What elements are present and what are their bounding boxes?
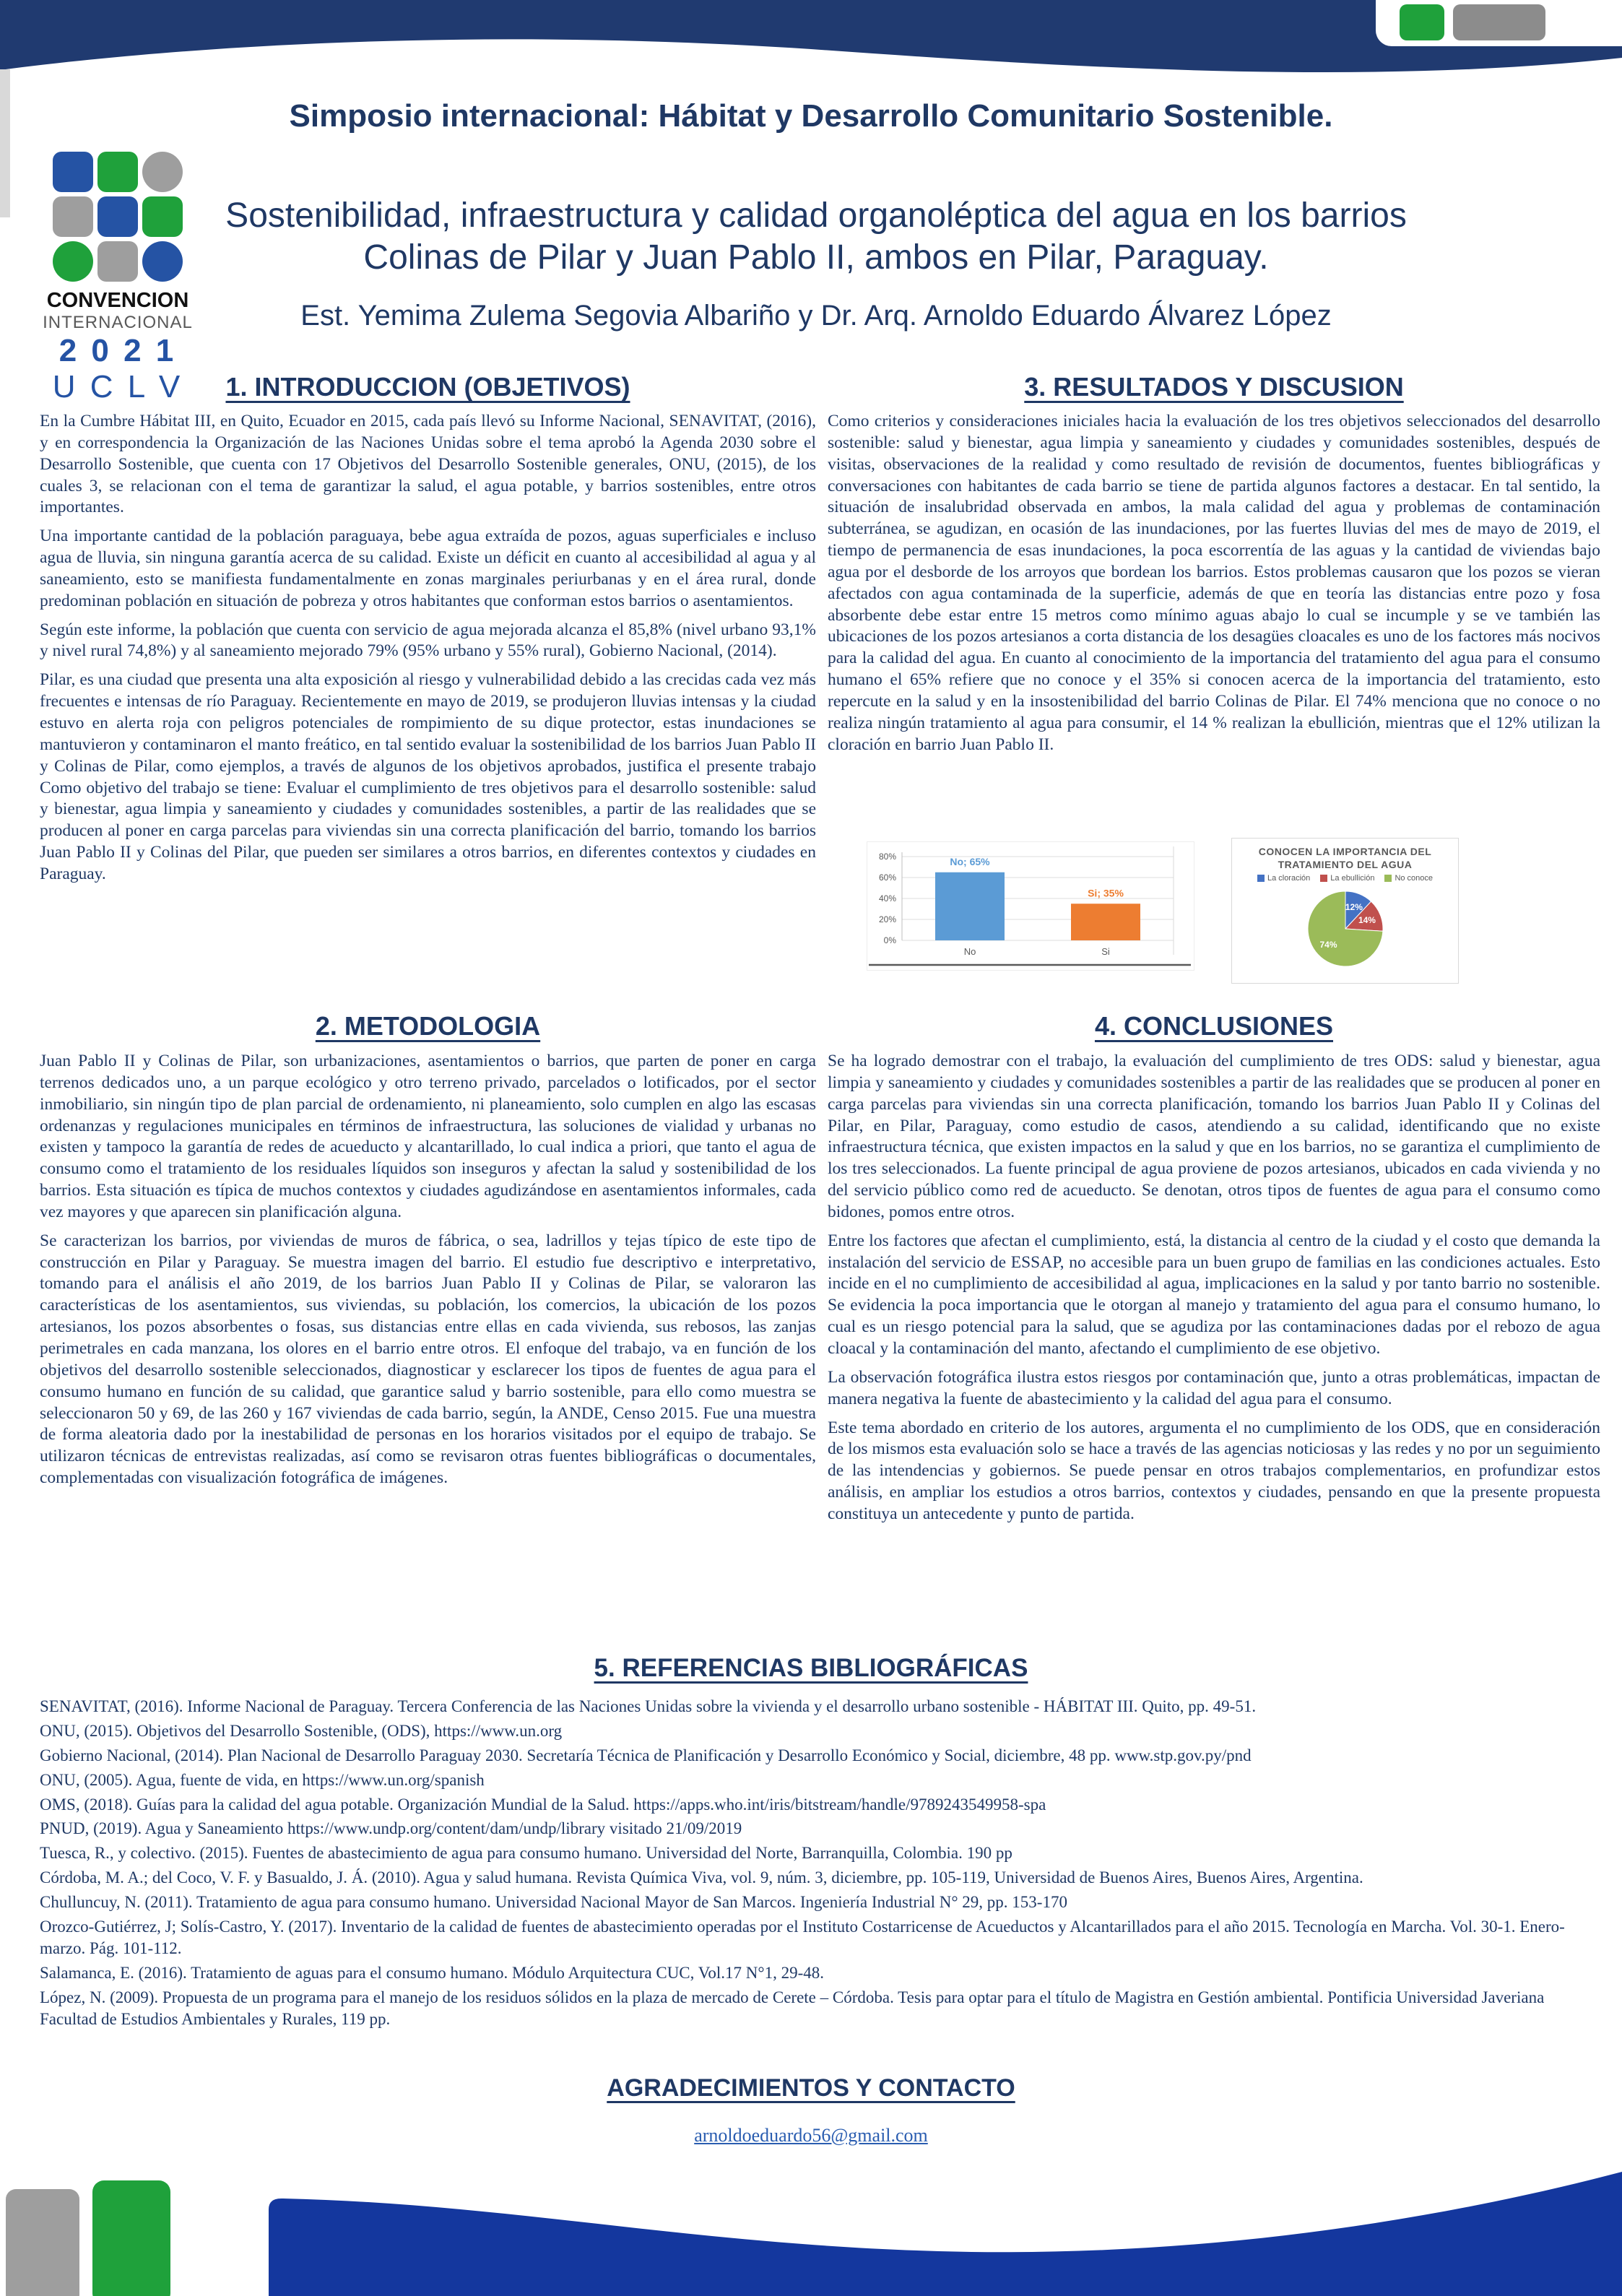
- x-tick-label: No: [963, 946, 976, 957]
- reference-item: Chulluncuy, N. (2011). Tratamiento de agua para consumo humano. Universidad Nacional Mayor de San Marcos. Ingeniería Industrial N° 29, pp. 153-170: [40, 1893, 1067, 1912]
- logo-grid-icon: [40, 152, 195, 282]
- footer-blue-wave: [269, 2172, 1622, 2296]
- pie-chart-legend: [1232, 874, 1458, 883]
- footer-wave: [0, 2166, 1622, 2296]
- pie-slice-label: 74%: [1319, 940, 1337, 950]
- section-heading-agradecimientos: AGRADECIMIENTOS Y CONTACTO: [607, 2074, 1015, 2102]
- pie-slice-label: 12%: [1345, 902, 1363, 913]
- legend-swatch-icon: [1384, 875, 1392, 882]
- legend-label: La ebullición: [1330, 874, 1375, 883]
- logo-circle: [142, 241, 183, 282]
- references-list: [40, 1696, 1587, 2032]
- reference-item: ONU, (2015). Objetivos del Desarrollo Sostenible, (ODS), https://www.un.org: [40, 1721, 563, 1740]
- bar-data-label: Si; 35%: [1088, 887, 1124, 899]
- pie-chart: [1231, 838, 1459, 984]
- y-tick-label: 80%: [878, 852, 896, 862]
- reference-item: Tuesca, R., y colectivo. (2015). Fuentes de abastecimiento de agua para consumo humano. Universidad del Norte, Barranquilla, Colombia. 190 pp: [40, 1844, 1012, 1863]
- y-tick-label: 0%: [883, 935, 896, 945]
- y-tick-label: 20%: [878, 914, 896, 924]
- contact-email-row: [0, 2125, 1622, 2146]
- logo-text-internacional: INTERNACIONAL: [43, 313, 193, 332]
- section-heading-referencias: 5. REFERENCIAS BIBLIOGRÁFICAS: [594, 1654, 1028, 1682]
- pie-chart-title: CONOCEN LA IMPORTANCIA DEL TRATAMIENTO DEL AGUA: [1258, 846, 1432, 870]
- paragraph: Una importante cantidad de la población paraguaya, bebe agua extraída de pozos, aguas superficiales e incluso agua de lluvia, sin ninguna garantía acerca de su calidad. Existe un déficit en cuanto al accesibilidad al agua y al saneamiento, esto se manifiesta fundamentalmente en zonas marginales periurbanas y en el área rural, donde predominan población en situación de pobreza y otros habitantes que conforman estos barrios o asentamientos.: [40, 527, 816, 610]
- section-heading-metodologia: 2. METODOLOGIA: [315, 1011, 541, 1041]
- reference-item: ONU, (2005). Agua, fuente de vida, en https://www.un.org/spanish: [40, 1770, 485, 1789]
- footer-gray-block: [6, 2189, 79, 2296]
- logo-circle: [53, 241, 93, 282]
- column-right: [828, 372, 1600, 1672]
- logo-square: [142, 196, 183, 237]
- logo-text-uclv: U C L V: [52, 369, 183, 404]
- legend-item: [1320, 874, 1374, 883]
- paragraph: Según este informe, la población que cuenta con servicio de agua mejorada alcanza el 85,8% (nivel urbano 93,1% y nivel rural 74,8%) y al saneamiento mejorado 79% (95% urbano y 55% rural), Gobierno Nacional, (2014).: [40, 620, 816, 661]
- y-tick-label: 40%: [878, 893, 896, 904]
- reference-item: SENAVITAT, (2016). Informe Nacional de Paraguay. Tercera Conferencia de las Naciones Unidas sobre la vivienda y el desarrollo urbano sostenible - HÁBITAT III. Quito, pp. 49-51.: [40, 1697, 1257, 1715]
- header-corner-notch: [1376, 0, 1622, 46]
- logo-square: [97, 152, 138, 192]
- section-heading-resultados: 3. RESULTADOS Y DISCUSION: [1024, 372, 1404, 402]
- legend-label: La cloración: [1267, 874, 1311, 883]
- bar-No: [935, 872, 1005, 940]
- contact-email-link[interactable]: arnoldoeduardo56@gmail.com: [694, 2125, 928, 2146]
- legend-item: [1384, 874, 1433, 883]
- conclusiones-paragraphs: [828, 1051, 1600, 1533]
- paragraph: Entre los factores que afectan el cumplimiento, está, la distancia al centro de la ciudad y el costo que demanda la instalación del servicio de ESSAP, no accesible para un buen grupo de familias en las condiciones actuales. Esto incide en el no cumplimiento de accesibilidad al agua, implicaciones en la salud y por tanto barrio no sostenible. Se evidencia la poca importancia que le otorgan al manejo y tratamiento del agua para el consumo humano, lo cual es un riesgo potencial para la salud, que se agudiza por las contaminaciones dadas por el rebozo de agua cloacal y la contaminación del manto, afectando el cumplimiento de ese objetivo.: [828, 1231, 1600, 1358]
- reference-item: Salamanca, E. (2016). Tratamiento de aguas para el consumo humano. Módulo Arquitectura CUC, Vol.17 N°1, 29-48.: [40, 1963, 824, 1982]
- bar-data-label: No; 65%: [950, 855, 990, 867]
- corner-gray-square: [1453, 4, 1545, 40]
- paragraph: Como criterios y consideraciones iniciales hacia la evaluación de los tres objetivos seleccionados del desarrollo sostenible: salud y bienestar, agua limpia y saneamiento y ciudades y comunidades sostenibles, después de visitas, observaciones de la realidad y como resultado de revisión de documentos, fuentes bibliográficas y conversaciones con habitantes de cada barrio se tiene de partida algunos factores a destacar. En tal sentido, la situación de insalubridad observada en ambos, la mala calidad del agua y problemas de contaminación subterránea, se agudizan, en ocasión de las inundaciones, por las fuertes lluvias del mes de mayo de 2019, el tiempo de permanencia de esas inundaciones, la poca escorrentía de las aguas y la cantidad de viviendas bajo agua por el desborde de los arroyos que bordean los barrios. Estos problemas causaron que los pozos se vieran afectados con agua contaminada de la superficie, además de que en teoría las distancias entre pozo y fosa absorbente debe estar entre 15 metros como mínimo aguas abajo lo cual se incumple y se ve también las ubicaciones de los pozos artesianos a corta distancia de los desagües cloacales es uno de los factores más nocivos para la calidad del agua. En cuanto al conocimiento de la importancia del tratamiento del agua para el consumo humano el 65% refiere que no conoce y el 35% si conocen acerca de la importancia del tratamiento, esto repercute en la salud y en la insostenibilidad del barrio Colinas de Pilar. El 74% menciona que no conoce o no realiza ningún tratamiento al agua para consumir, el 14 % realizan la ebullición, mientras que el 12% utilizan la cloración en barrio Juan Pablo II.: [828, 412, 1600, 754]
- paragraph: En la Cumbre Hábitat III, en Quito, Ecuador en 2015, cada país llevó su Informe Nacional, SENAVITAT, (2016), y en correspondencia la Organización de las Naciones Unidas sobre el tema aprobó la Agenda 2030 sobre el Desarrollo Sostenible, que cuenta con 17 Objetivos del Desarrollo Sostenible generales, ONU, (2015), de los cuales 3, se relacionan con el tema de garantizar la salud, el agua potable, y barrios sostenibles, entre otros importantes.: [40, 412, 816, 517]
- reference-item: Orozco-Gutiérrez, J; Solís-Castro, Y. (2017). Inventario de la calidad de fuentes de abastecimiento operadas por el Instituto Costarricense de Acueductos y Alcantarillados para el año 2015. Tecnología en Marcha. Vol. 30-1. Enero-marzo. Pág. 101-112.: [40, 1918, 1565, 1957]
- reference-item: OMS, (2018). Guías para la calidad del agua potable. Organización Mundial de la Salud. https://apps.who.int/iris/bitstream/handle/9789243549958-spa: [40, 1795, 1046, 1814]
- logo-square: [97, 196, 138, 237]
- legend-swatch-icon: [1320, 875, 1327, 882]
- corner-green-square: [1400, 4, 1444, 40]
- left-edge-strip: [0, 69, 10, 217]
- legend-item: [1257, 874, 1310, 883]
- pie-chart-svg: [1289, 883, 1402, 978]
- paragraph: Se caracterizan los barrios, por viviendas de muros de fábrica, o sea, ladrillos y tejas típico de este tipo de construcción en Pilar y Paraguay. Se muestra imagen del barrio. El estudio fue descriptivo e interpretativo, tomando para el análisis el año 2019, de los barrios Juan Pablo II y Colinas de Pilar, se valoraron las características de los asentamientos, sus viviendas, su población, los comercios, la ubicación de los pozos artesianos, los pozos absorbentes o fosas, sus distancias entre ellas en cada vivienda, sus rebosos, las zanjas perimetrales en cada manzana, los olores en el barrio entre otros. El enfoque del trabajo, va en función de los objetivos del desarrollo sostenible seleccionados, diagnosticar y esclarecer los tipos de fuentes de agua para el consumo humano en función de su calidad, que garantice salud y barrio sostenible, para ello como muestra se seleccionaron 50 y 69, de las 260 y 167 viviendas de cada barrio, según, la ANDE, Censo 2015. Fue una muestra de forma aleatoria dado por la inestabilidad de personas en los horarios visitados por el equipo de trabajo. Se utilizaron técnicas de entrevistas realizadas, así como se revisaron otras fuentes bibliográficas o documentales, complementadas con visualización fotográfica de imágenes.: [40, 1231, 816, 1488]
- logo-square: [97, 241, 138, 282]
- authors-line: Est. Yemima Zulema Segovia Albariño y Dr. Arq. Arnoldo Eduardo Álvarez López: [300, 300, 1332, 332]
- logo-text-convencion: CONVENCION: [46, 289, 189, 312]
- y-tick-label: 60%: [878, 872, 896, 883]
- paragraph: Juan Pablo II y Colinas de Pilar, son urbanizaciones, asentamientos o barrios, que parten de poner en carga terrenos dedicados uno, a un parque ecológico y otro terreno privado, parcelados o lotificados, por el sector inmobiliario, sin ningún tipo de plan parcial de ordenamiento, ni planeamiento, solo cumplen en algo las escasas ordenanzas y regulaciones municipales en términos de infraestructura, las soluciones de vialidad y urbanas no existen y tampoco la garantía de redes de acueducto y alcantarillado, lo cual indica a priori, que tanto el agua de consumo como el tratamiento de los residuales líquidos son inseguros y afectan la salud y sostenibilidad de los barrios. Esta situación es típica de muchos contextos y ciudades agudizándose en asentamientos informales, cada vez mayores y que aparecen sin planificación alguna.: [40, 1052, 816, 1221]
- bar-chart: [867, 841, 1194, 971]
- reference-item: PNUD, (2019). Agua y Saneamiento https://www.undp.org/content/dam/undp/library visitado 21/09/2019: [40, 1819, 742, 1838]
- bar-Si: [1071, 904, 1140, 940]
- poster-title: Sostenibilidad, infraestructura y calidad organoléptica del agua en los barrios Colinas de Pilar y Juan Pablo II, ambos en Pilar, Paraguay.: [225, 196, 1407, 277]
- paragraph: Se ha logrado demostrar con el trabajo, la evaluación del cumplimiento de tres ODS: salud y bienestar, agua limpia y saneamiento y ciudades y comunidades sostenibles a partir de las realidades que se producen al poner en carga parcelas para viviendas sin una correcta planificación, tomando los barrios Juan Pablo II y Colinas del Pilar, en Pilar, Paraguay, como estudio de casos, atendiendo a su calidad, identificando que no existe infraestructura técnica, que existen impactos en la salud y que en los barrios, no se garantiza el cumplimiento de los tres seleccionados. La fuente principal de agua proviene de pozos artesianos, ubicados en cada vivienda y no del servicio público como red de acueducto. Se denotan, otros tipos de fuentes de agua para el consumo como bidones, pomos entre otros.: [828, 1052, 1600, 1221]
- logo-square: [53, 152, 93, 192]
- paragraph: Pilar, es una ciudad que presenta una alta exposición al riesgo y vulnerabilidad debido a las crecidas cada vez más frecuentes e intensas de río Paraguay. Recientemente en mayo de 2019, se produjeron lluvias intensas y la ciudad estuvo en alerta roja con peligros potenciales de rompimiento de su dique protector, estas inundaciones se mantuvieron y contaminaron el manto freático, en tal sentido evaluar la sostenibilidad de los barrios Juan Pablo II y Colinas de Pilar, como ejemplos, a través de algunos de los objetivos aprobados, justifica el presente trabajo Como objetivo del trabajo se tiene: Evaluar el cumplimiento de tres objetivos para el desarrollo sostenible: salud y bienestar, agua limpia y saneamiento y ciudades y comunidades sostenibles, a partir de las realidades que se producen al poner en carga parcelas para viviendas sin una correcta planificación del barrio, tomando los barrios Juan Pablo II y Colinas del Pilar, que pueden ser similares a otros barrios, en diferentes contextos y ciudades en Paraguay.: [40, 670, 816, 883]
- introduccion-paragraphs: [40, 411, 816, 893]
- column-left: [40, 372, 816, 1672]
- logo-text-2021: 2 0 2 1: [58, 333, 177, 368]
- footer-green-block: [92, 2180, 170, 2296]
- reference-item: Gobierno Nacional, (2014). Plan Nacional de Desarrollo Paraguay 2030. Secretaría Técnica de Planificación y Desarrollo Económico y Social, diciembre, 48 pp. www.stp.gov.py/pnd: [40, 1746, 1252, 1764]
- resultados-paragraphs: [828, 411, 1600, 763]
- legend-swatch-icon: [1257, 875, 1265, 882]
- bar-chart-svg: [867, 842, 1192, 969]
- reference-item: Córdoba, M. A.; del Coco, V. F. y Basualdo, J. Á. (2010). Agua y salud humana. Revista Química Viva, vol. 9, núm. 3, diciembre, pp. 105-119, Universidad de Buenos Aires, Buenos Aires, Argentina.: [40, 1868, 1363, 1887]
- convention-logo: [40, 152, 195, 405]
- paragraph: La observación fotográfica ilustra estos riesgos por contaminación que, junto a otras problemáticas, impactan de manera negativa la fuente de abastecimiento y la calidad del agua para el consumo.: [828, 1367, 1600, 1408]
- pie-slice-label: 14%: [1358, 915, 1376, 926]
- section-heading-conclusiones: 4. CONCLUSIONES: [1094, 1011, 1334, 1041]
- legend-label: No conoce: [1395, 874, 1434, 883]
- metodologia-paragraphs: [40, 1051, 816, 1496]
- paragraph: Este tema abordado en criterio de los autores, argumenta el no cumplimiento de los ODS, que en consideración de los mismos esta evaluación solo se hace a través de las agencias noticiosas y las redes y no por un seguimiento de las intendencias y gobiernos. Se puede pensar en otros trabajos complementarios, en profundizar estos análisis, en ampliar los estudios a otros barrios, contextos y ciudades, pensando en que la presente propuesta constituya un antecedente y punto de partida.: [828, 1418, 1600, 1523]
- x-tick-label: Si: [1101, 946, 1110, 957]
- conference-title: Simposio internacional: Hábitat y Desarrollo Comunitario Sostenible.: [289, 98, 1333, 134]
- logo-circle: [142, 152, 183, 192]
- reference-item: López, N. (2009). Propuesta de un programa para el manejo de los residuos sólidos en la plaza de mercado de Cerete – Córdoba. Tesis para optar para el título de Magistra en Gestión ambiental. Pontificia Universidad Javeriana Facultad de Estudios Ambientales y Rurales, 119 pp.: [40, 1988, 1545, 2028]
- logo-square: [53, 196, 93, 237]
- section-heading-introduccion: 1. INTRODUCCION (OBJETIVOS): [225, 372, 630, 402]
